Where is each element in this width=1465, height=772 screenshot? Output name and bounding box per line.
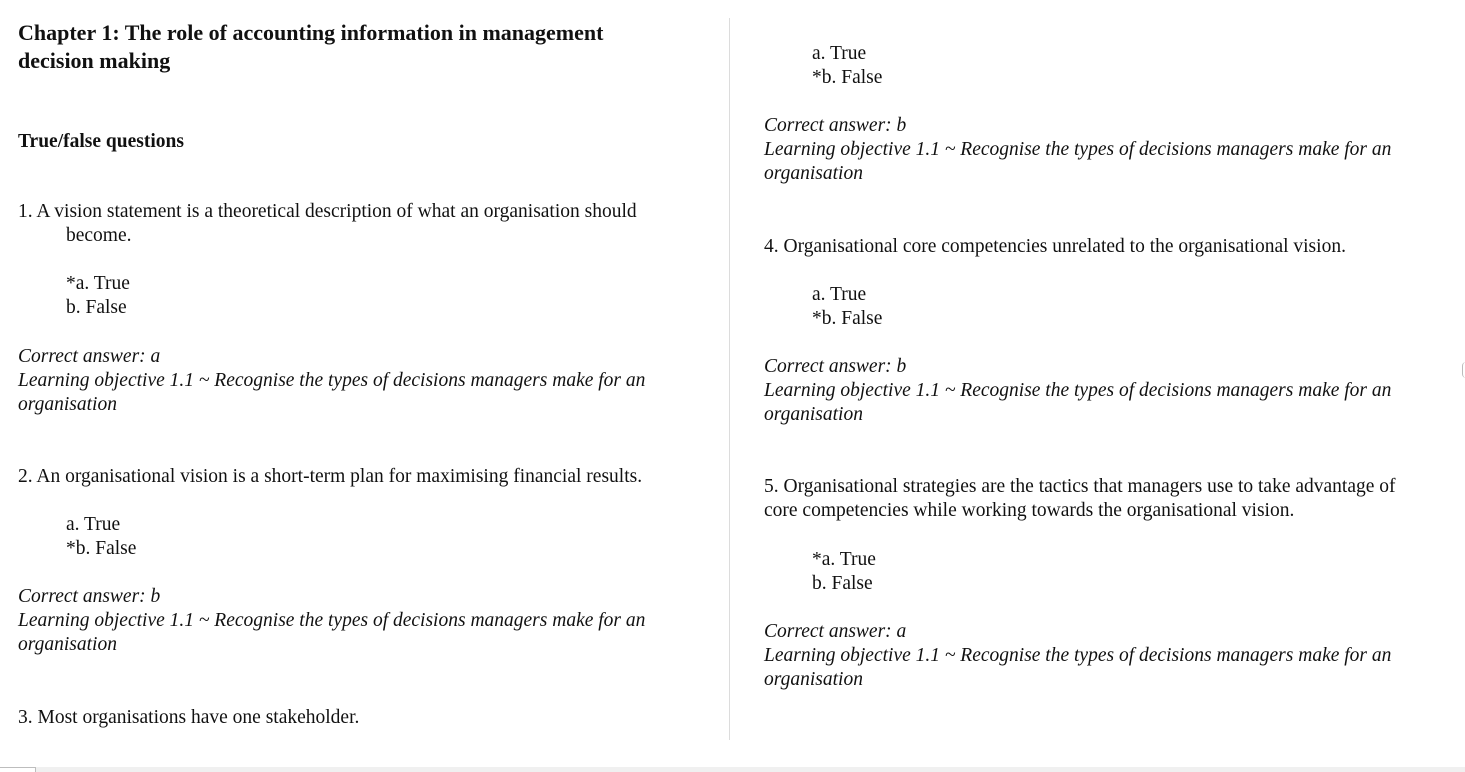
question-3-correct-answer: Correct answer: b xyxy=(764,115,907,136)
question-4-stem: 4. Organisational core competencies unrelated to the organisational vision. xyxy=(764,236,1346,257)
question-1-stem: 1. A vision statement is a theoretical description of what an organisation should xyxy=(18,201,637,222)
question-1-option-b: b. False xyxy=(66,297,127,318)
question-5-learning-objective-continued: organisation xyxy=(764,669,863,690)
question-3-stem: 3. Most organisations have one stakeholder. xyxy=(18,707,360,728)
question-1-learning-objective-continued: organisation xyxy=(18,394,117,415)
sheet-tab[interactable] xyxy=(0,767,36,772)
question-1-stem-continued: become. xyxy=(66,225,132,246)
column-divider xyxy=(729,18,730,740)
question-1-correct-answer: Correct answer: a xyxy=(18,346,161,367)
question-5-correct-answer: Correct answer: a xyxy=(764,621,907,642)
question-4-learning-objective: Learning objective 1.1 ~ Recognise the types of decisions managers make for an xyxy=(764,380,1392,401)
question-3-learning-objective-continued: organisation xyxy=(764,163,863,184)
question-2-stem: 2. An organisational vision is a short-term plan for maximising financial results. xyxy=(18,466,643,487)
question-5-option-a: *a. True xyxy=(812,549,876,570)
question-4-learning-objective-continued: organisation xyxy=(764,404,863,425)
horizontal-scrollbar-track[interactable] xyxy=(0,767,1465,772)
question-4-option-b: *b. False xyxy=(812,308,883,329)
question-5-option-b: b. False xyxy=(812,573,873,594)
question-4-option-a: a. True xyxy=(812,284,867,305)
question-4-correct-answer: Correct answer: b xyxy=(764,356,907,377)
chapter-title: Chapter 1: The role of accounting information in management xyxy=(18,20,604,45)
question-5-learning-objective: Learning objective 1.1 ~ Recognise the types of decisions managers make for an xyxy=(764,645,1392,666)
question-2-correct-answer: Correct answer: b xyxy=(18,586,161,607)
question-2-option-a: a. True xyxy=(66,514,121,535)
section-heading: True/false questions xyxy=(18,131,184,152)
question-2-option-b: *b. False xyxy=(66,538,137,559)
question-3-learning-objective: Learning objective 1.1 ~ Recognise the types of decisions managers make for an xyxy=(764,139,1392,160)
question-2-learning-objective: Learning objective 1.1 ~ Recognise the types of decisions managers make for an xyxy=(18,610,646,631)
question-1-option-a: *a. True xyxy=(66,273,130,294)
question-3-option-a: a. True xyxy=(812,43,867,64)
question-5-stem: 5. Organisational strategies are the tactics that managers use to take advantage of xyxy=(764,476,1396,497)
question-1-learning-objective: Learning objective 1.1 ~ Recognise the types of decisions managers make for an xyxy=(18,370,646,391)
question-5-stem-continued: core competencies while working towards the organisational vision. xyxy=(764,500,1295,521)
question-2-learning-objective-continued: organisation xyxy=(18,634,117,655)
question-3-option-b: *b. False xyxy=(812,67,883,88)
chapter-title-continued: decision making xyxy=(18,48,171,73)
